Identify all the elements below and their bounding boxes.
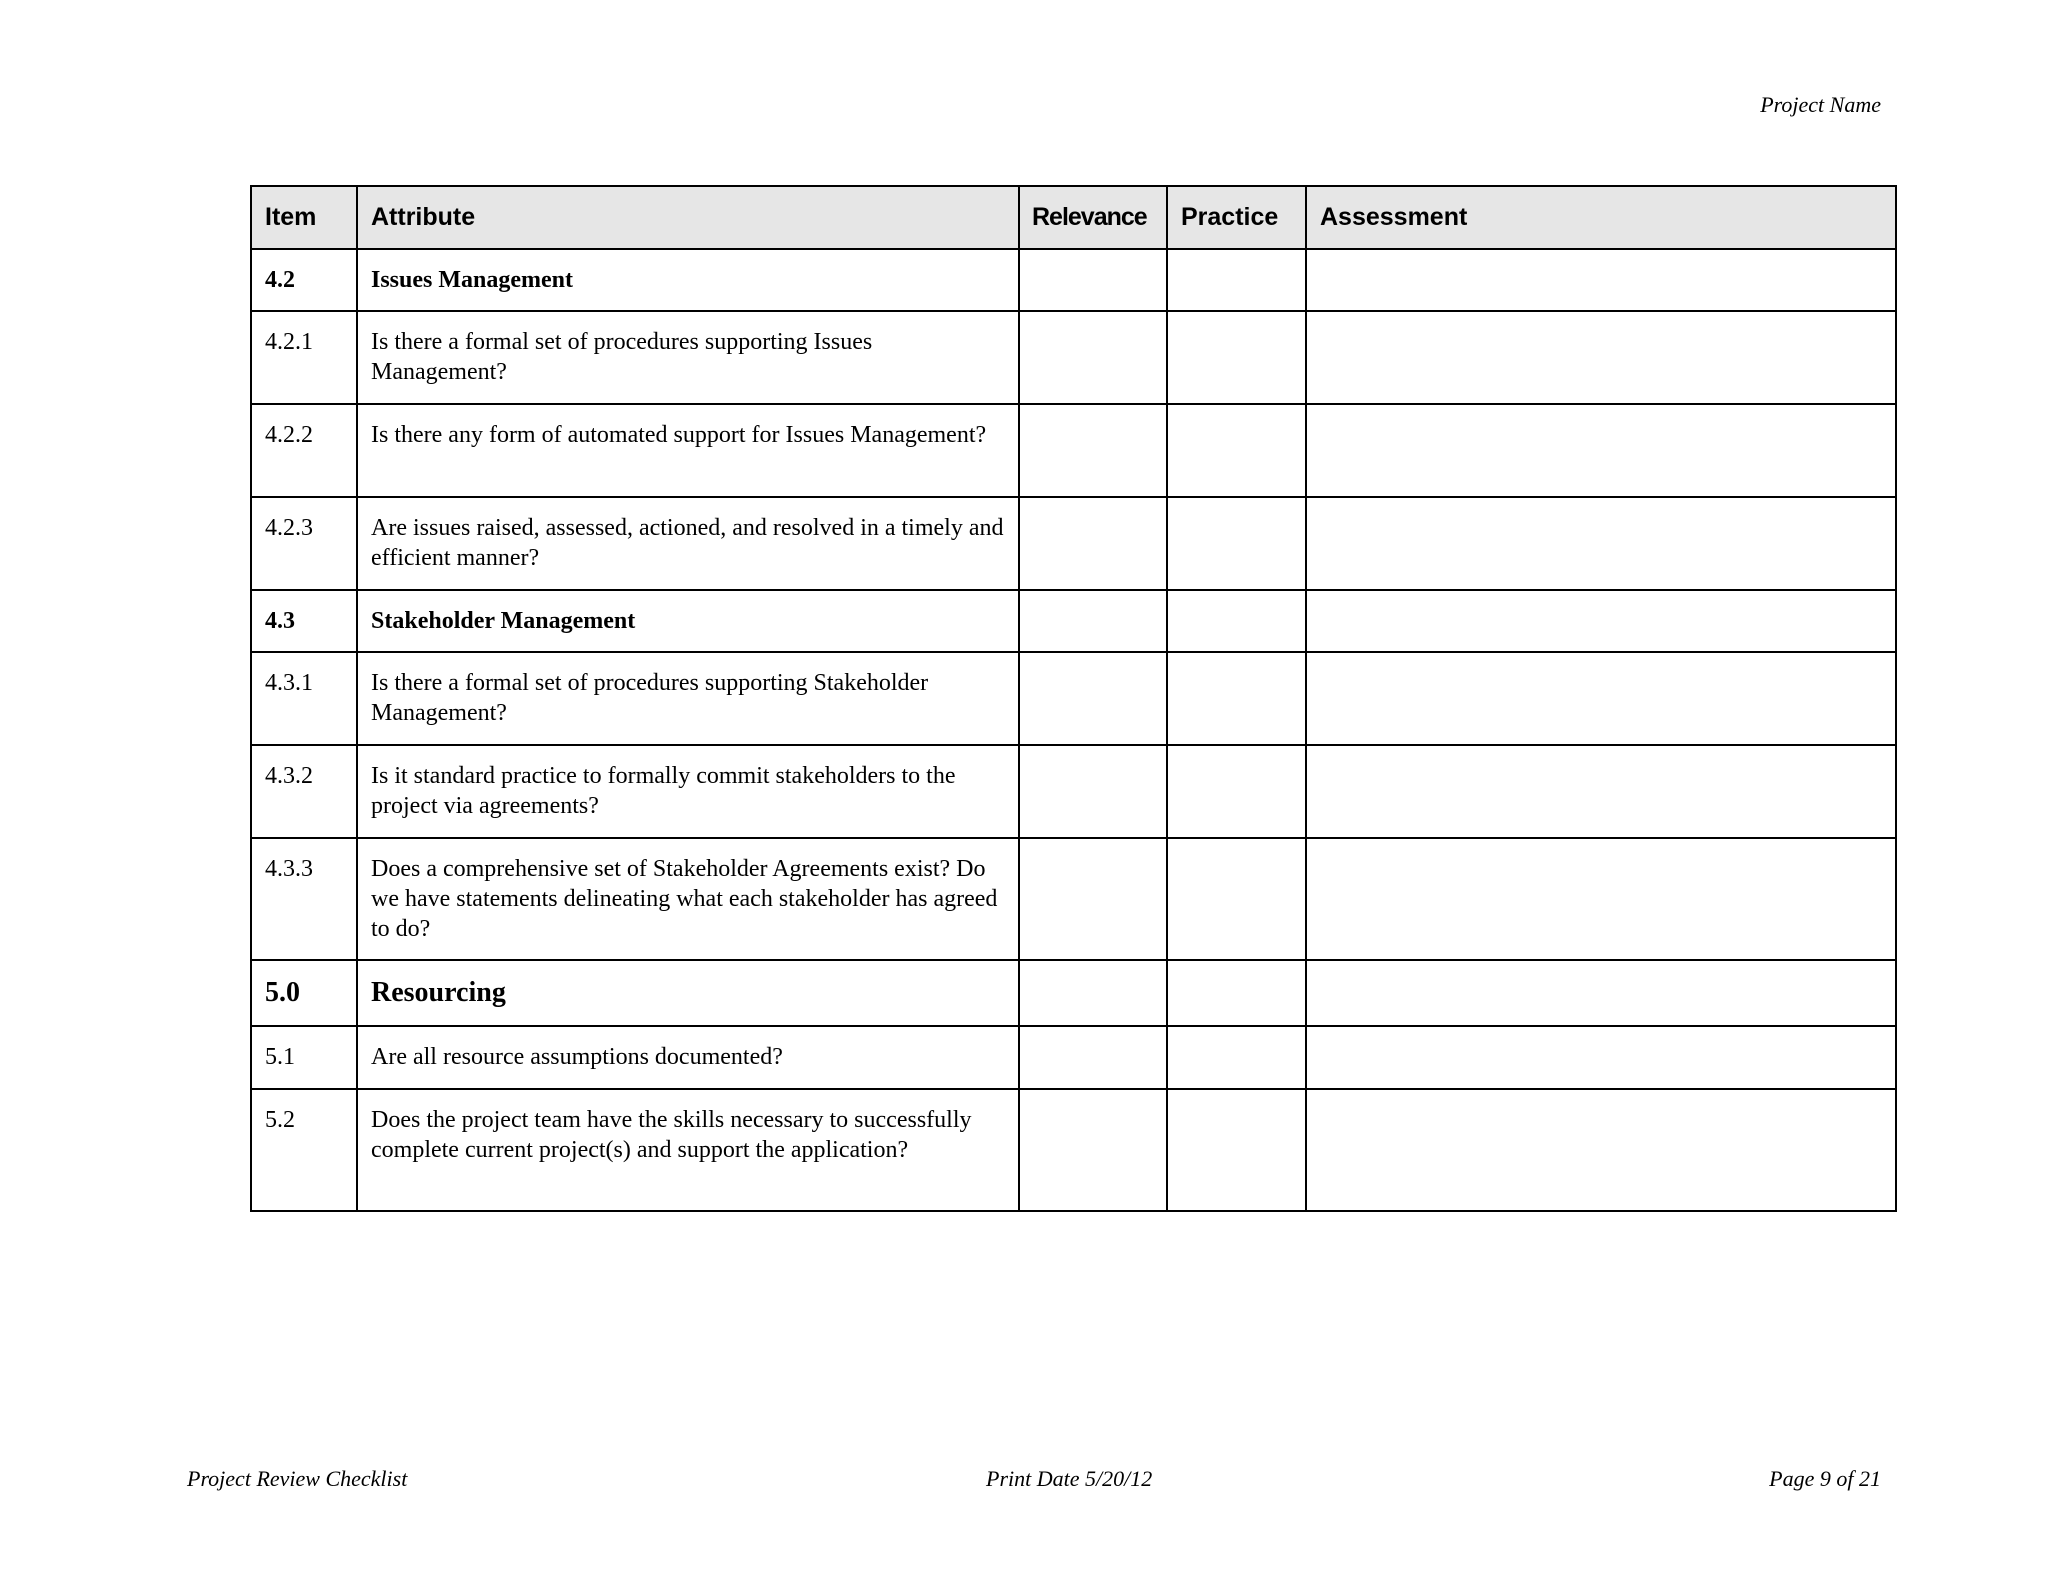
footer-print-date: Print Date 5/20/12 (986, 1466, 1153, 1491)
practice-cell (1167, 404, 1306, 497)
attribute-cell: Is there a formal set of procedures supporting Stakeholder Management? (357, 652, 1019, 745)
column-header-practice: Practice (1167, 186, 1306, 249)
attribute-cell: Are all resource assumptions documented? (357, 1026, 1019, 1089)
practice-cell (1167, 590, 1306, 652)
table-row (251, 652, 1896, 745)
item-cell: 5.1 (251, 1026, 357, 1089)
table-row (251, 590, 1896, 652)
table-row (251, 311, 1896, 404)
table-row (251, 960, 1896, 1026)
table-row (251, 404, 1896, 497)
item-cell: 4.2.3 (251, 497, 357, 590)
table-header-row (251, 186, 1896, 249)
item-cell: 4.3.3 (251, 838, 357, 960)
footer-doc-title: Project Review Checklist (187, 1466, 408, 1491)
table-row (251, 745, 1896, 838)
assessment-cell (1306, 497, 1896, 590)
practice-cell (1167, 745, 1306, 838)
attribute-cell: Does a comprehensive set of Stakeholder Agreements exist? Do we have statements delineating what each stakeholder has agreed to do? (357, 838, 1019, 960)
attribute-cell: Is it standard practice to formally commit stakeholders to the project via agreements? (357, 745, 1019, 838)
relevance-cell (1019, 590, 1167, 652)
column-header-assessment: Assessment (1306, 186, 1896, 249)
relevance-cell (1019, 652, 1167, 745)
relevance-cell (1019, 311, 1167, 404)
item-cell: 5.2 (251, 1089, 357, 1211)
item-cell: 4.2.2 (251, 404, 357, 497)
relevance-cell (1019, 1089, 1167, 1211)
column-header-relevance: Relevance (1019, 186, 1167, 249)
assessment-cell (1306, 745, 1896, 838)
practice-cell (1167, 249, 1306, 311)
assessment-cell (1306, 1089, 1896, 1211)
table-row (251, 838, 1896, 960)
practice-cell (1167, 1026, 1306, 1089)
assessment-cell (1306, 652, 1896, 745)
item-cell: 4.3.1 (251, 652, 357, 745)
attribute-cell: Does the project team have the skills necessary to successfully complete current project(s) and support the application? (357, 1089, 1019, 1211)
footer-page-number: Page 9 of 21 (1769, 1466, 1881, 1491)
assessment-cell (1306, 590, 1896, 652)
attribute-cell: Is there any form of automated support for Issues Management? (357, 404, 1019, 497)
relevance-cell (1019, 960, 1167, 1026)
table-row (251, 1089, 1896, 1211)
relevance-cell (1019, 497, 1167, 590)
item-cell: 5.0 (251, 960, 357, 1026)
item-cell: 4.3 (251, 590, 357, 652)
column-header-attribute: Attribute (357, 186, 1019, 249)
item-cell: 4.2 (251, 249, 357, 311)
practice-cell (1167, 497, 1306, 590)
assessment-cell (1306, 249, 1896, 311)
practice-cell (1167, 311, 1306, 404)
attribute-cell: Are issues raised, assessed, actioned, and resolved in a timely and efficient manner? (357, 497, 1019, 590)
relevance-cell (1019, 249, 1167, 311)
header-project-name: Project Name (1760, 92, 1881, 117)
table-row (251, 497, 1896, 590)
practice-cell (1167, 652, 1306, 745)
practice-cell (1167, 1089, 1306, 1211)
attribute-cell: Stakeholder Management (357, 590, 1019, 652)
item-cell: 4.3.2 (251, 745, 357, 838)
practice-cell (1167, 960, 1306, 1026)
checklist-table (250, 185, 1897, 1212)
practice-cell (1167, 838, 1306, 960)
assessment-cell (1306, 838, 1896, 960)
attribute-cell: Is there a formal set of procedures supporting Issues Management? (357, 311, 1019, 404)
table-row (251, 1026, 1896, 1089)
item-cell: 4.2.1 (251, 311, 357, 404)
assessment-cell (1306, 311, 1896, 404)
assessment-cell (1306, 404, 1896, 497)
table-row (251, 249, 1896, 311)
assessment-cell (1306, 1026, 1896, 1089)
relevance-cell (1019, 404, 1167, 497)
column-header-item: Item (251, 186, 357, 249)
relevance-cell (1019, 1026, 1167, 1089)
relevance-cell (1019, 745, 1167, 838)
assessment-cell (1306, 960, 1896, 1026)
attribute-cell: Resourcing (357, 960, 1019, 1026)
relevance-cell (1019, 838, 1167, 960)
attribute-cell: Issues Management (357, 249, 1019, 311)
